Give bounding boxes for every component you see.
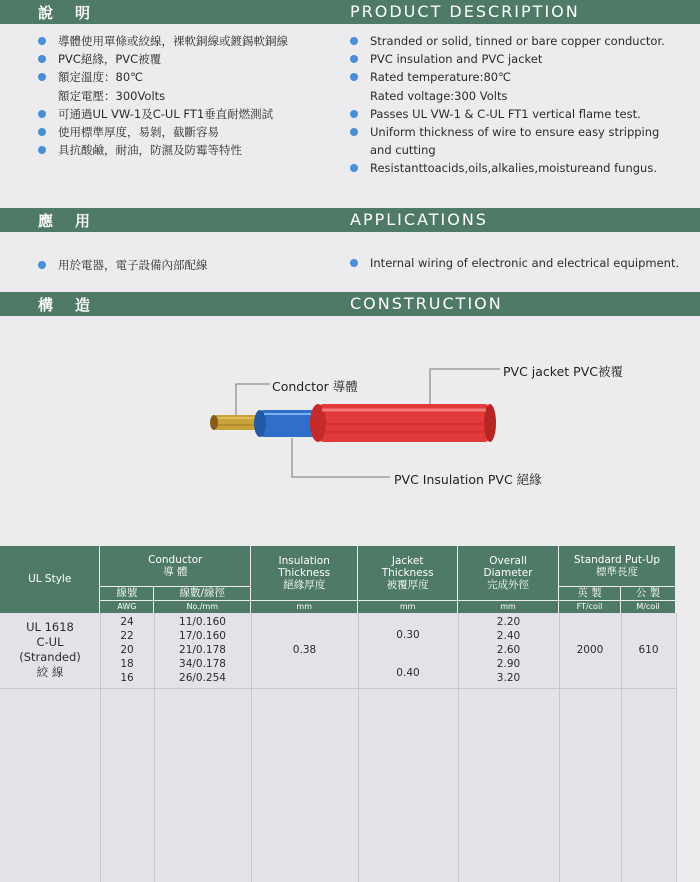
bullet-icon — [350, 55, 358, 63]
insulation-header: Insulation Thickness 絕緣厚度 — [251, 546, 358, 600]
applications-zh-list — [38, 256, 338, 274]
construction-header — [0, 292, 700, 316]
bullet-icon — [350, 128, 358, 136]
construction-title-zh: 構造 — [38, 296, 113, 314]
conductor-header: Conductor 導 體 — [100, 546, 251, 586]
jacket-header: Jacket Thickness 被覆厚度 — [358, 546, 458, 600]
table-row: 11/0.160 17/0.160 21/0.178 34/0.178 26/0.254 — [179, 616, 226, 684]
bullet-icon — [350, 73, 358, 81]
bullet-icon — [38, 128, 46, 136]
list-item: Uniform thickness of wire to ensure easy stripping — [350, 123, 695, 141]
applications-header — [0, 208, 700, 232]
conductor-end — [210, 415, 218, 430]
m-zh-header: 公 製 — [620, 586, 675, 600]
jacket-value-2: 0.40 — [396, 667, 420, 679]
bullet-icon — [38, 37, 46, 45]
jacket-label: PVC jacket PVC被覆 — [503, 364, 623, 379]
list-item: 使用標準厚度，易剝，截斷容易 — [38, 123, 338, 141]
list-item: PVC insulation and PVC jacket — [350, 50, 695, 68]
list-item: 可通過UL VW-1及C-UL FT1垂直耐燃測試 — [38, 105, 338, 123]
jacket-unit: mm — [358, 600, 458, 613]
awg-header: AWG — [100, 600, 154, 613]
list-item: 導體使用單條或絞線，裸軟銅線或鍍錫軟銅線 — [38, 32, 338, 50]
table-row: 2.20 2.40 2.60 2.90 3.20 — [496, 616, 521, 684]
ft-value: 2000 — [576, 644, 604, 656]
strand-zh-header: 線數/線徑 — [154, 586, 251, 600]
list-item: Internal wiring of electronic and electrical equipment. — [350, 254, 695, 272]
list-item: Stranded or solid, tinned or bare copper conductor. — [350, 32, 695, 50]
ft-header: FT/coil — [559, 600, 621, 613]
applications-title-en: APPLICATIONS — [350, 210, 488, 229]
list-item: Passes UL VW-1 & C-UL FT1 vertical flame test. — [350, 105, 695, 123]
description-title-en: PRODUCT DESCRIPTION — [350, 2, 580, 21]
applications-en-list — [350, 254, 695, 272]
bullet-icon — [38, 55, 46, 63]
list-item: Resistanttoacids,oils,alkalies,moistureand fungus. — [350, 159, 695, 177]
list-item: 額定溫度：80℃ — [38, 68, 338, 86]
table-row: 24 22 20 18 16 — [120, 616, 134, 684]
overall-header: Overall Diameter 完成外徑 — [458, 546, 559, 600]
insulation-unit: mm — [251, 600, 358, 613]
insulation-callout-line — [292, 438, 390, 477]
putup-header: Standard Put-Up 標準長度 — [559, 546, 676, 586]
m-value: 610 — [638, 644, 659, 656]
applications-title-zh: 應用 — [38, 212, 113, 230]
list-item: Rated temperature:80℃ — [350, 68, 695, 86]
description-zh-list — [38, 32, 338, 159]
list-item: 額定電壓：300Volts — [58, 88, 166, 103]
construction-title-en: CONSTRUCTION — [350, 294, 503, 313]
description-en-list — [350, 32, 695, 178]
list-item: 用於電器，電子設備內部配線 — [38, 256, 338, 274]
bullet-icon — [350, 164, 358, 172]
list-item: PVC絕緣，PVC被覆 — [38, 50, 338, 68]
list-item: 具抗酸鹼，耐油，防濕及防霉等特性 — [38, 141, 338, 159]
insulation-label: PVC Insulation PVC 絕緣 — [394, 472, 542, 487]
description-title-zh: 說明 — [38, 4, 113, 22]
conductor-label: Condctor 導體 — [272, 379, 358, 394]
bullet-icon — [38, 261, 46, 269]
ft-zh-header: 英 製 — [559, 586, 621, 600]
overall-unit: mm — [458, 600, 559, 613]
description-header — [0, 0, 700, 24]
strand-header: No./mm — [154, 600, 251, 613]
awg-zh-header: 線號 — [100, 586, 154, 600]
ul-style-header: UL Style — [0, 546, 100, 613]
spec-table-header — [0, 546, 676, 614]
bullet-icon — [38, 110, 46, 118]
list-item: and cutting — [370, 143, 436, 158]
bullet-icon — [350, 259, 358, 267]
ul-style-cell: UL 1618 C-UL (Stranded) 絞 線 — [19, 620, 81, 679]
bullet-icon — [38, 146, 46, 154]
m-header: M/coil — [620, 600, 675, 613]
insulation-value: 0.38 — [292, 644, 317, 656]
list-item: Rated voltage:300 Volts — [370, 88, 508, 103]
jacket-value-1: 0.30 — [396, 629, 420, 641]
bullet-icon — [38, 73, 46, 81]
bullet-icon — [350, 110, 358, 118]
bullet-icon — [350, 37, 358, 45]
